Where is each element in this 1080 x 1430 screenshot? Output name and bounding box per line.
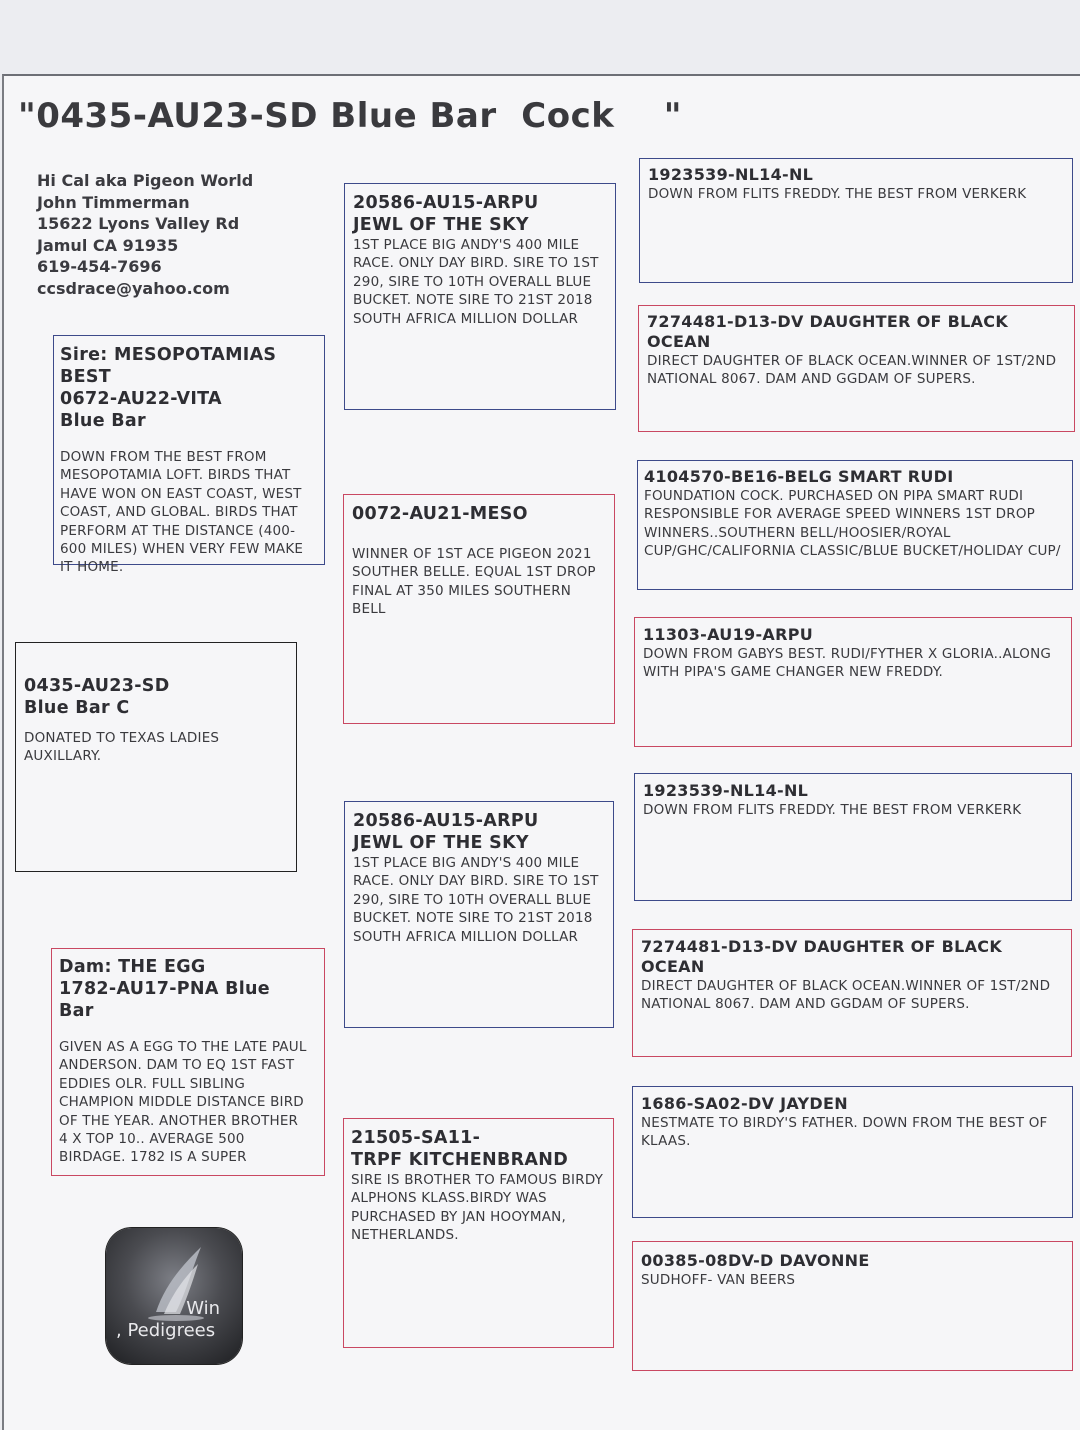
ggp-5-band: 1923539-NL14-NL	[643, 781, 809, 800]
ggp-7-band: 1686-SA02-DV JAYDEN	[641, 1094, 848, 1113]
ggp-5-notes: DOWN FROM FLITS FREDDY. THE BEST FROM VERKERK	[643, 802, 1022, 818]
contact-city: Jamul CA 91935	[37, 235, 179, 255]
granddam-2-name: TRPF KITCHENBRAND	[351, 1150, 569, 1170]
grandsire-1-box	[344, 183, 616, 410]
ggp-8-box	[632, 1241, 1073, 1371]
sire-title: Sire: MESOPOTAMIAS	[60, 345, 277, 365]
subject-box	[15, 642, 297, 872]
ggp-1-box	[639, 158, 1073, 283]
ggp-6-notes: DIRECT DAUGHTER OF BLACK OCEAN.WINNER OF 1ST/2ND NATIONAL 8067. DAM AND GGDAM OF SUPERS.	[641, 978, 1051, 1013]
ggp-4-box	[634, 617, 1072, 747]
ggp-2-band: 7274481-D13-DV DAUGHTER OF BLACK	[647, 312, 1009, 331]
dam-title: Dam: THE EGG	[59, 957, 206, 977]
granddam-1-box	[343, 494, 615, 724]
grandsire-2-name: JEWL OF THE SKY	[353, 833, 529, 853]
subject-band: 0435-AU23-SD	[24, 676, 170, 696]
contact-phone: 619-454-7696	[37, 257, 162, 276]
granddam-1-band: 0072-AU21-MESO	[352, 504, 528, 524]
subject-notes: DONATED TO TEXAS LADIES AUXILLARY.	[24, 730, 220, 765]
ggp-1-band: 1923539-NL14-NL	[648, 165, 814, 184]
ggp-5-box	[634, 773, 1072, 901]
contact-block	[37, 170, 253, 299]
ggp-1-notes: DOWN FROM FLITS FREDDY. THE BEST FROM VERKERK	[648, 186, 1027, 202]
ggp-6-band: 7274481-D13-DV DAUGHTER OF BLACK	[641, 937, 1003, 956]
ggp-4-band: 11303-AU19-ARPU	[643, 625, 814, 644]
dam-notes: GIVEN AS A EGG TO THE LATE PAUL ANDERSON. DAM TO EQ 1ST FAST EDDIES OLR. FULL SIBLING CHAMPION MIDDLE DISTANCE BIRD OF THE YEAR. ANOTHER BROTHER 4 X TOP 10.. AVERAGE 500 BIRDAGE. 1782 IS A SUPER	[59, 1039, 307, 1166]
sire-band: 0672-AU22-VITA	[60, 389, 222, 409]
ggp-3-box	[637, 460, 1073, 590]
dam-color: Bar	[59, 1001, 94, 1021]
contact-name: John Timmerman	[37, 192, 190, 212]
contact-email: ccsdrace@yahoo.com	[37, 278, 230, 298]
granddam-2-band: 21505-SA11-	[351, 1128, 481, 1148]
granddam-1-notes: WINNER OF 1ST ACE PIGEON 2021 SOUTHER BELLE. EQUAL 1ST DROP FINAL AT 350 MILES SOUTHERN BELL	[352, 546, 596, 618]
grandsire-2-notes: 1ST PLACE BIG ANDY'S 400 MILE RACE. ONLY DAY BIRD. SIRE TO 1ST 290, SIRE TO 10TH OVERALL BLUE BUCKET. NOTE SIRE TO 21ST 2018 SOUTH AFRICA MILLION DOLLAR	[353, 855, 599, 945]
page-title: "0435-AU23-SD Blue Bar Cock "	[18, 96, 682, 136]
granddam-2-notes: SIRE IS BROTHER TO FAMOUS BIRDY ALPHONS KLASS.BIRDY WAS PURCHASED BY JAN HOOYMAN, NETHERLANDS.	[351, 1172, 604, 1244]
ggp-3-band: 4104570-BE16-BELG SMART RUDI	[644, 467, 954, 486]
granddam-2-box	[343, 1118, 614, 1348]
sire-color: Blue Bar	[60, 411, 146, 431]
ggp-7-box	[632, 1086, 1073, 1218]
sire-title-2: BEST	[60, 367, 112, 387]
ggp-3-notes: FOUNDATION COCK. PURCHASED ON PIPA SMART RUDI RESPONSIBLE FOR AVERAGE SPEED WINNERS 1ST DROP WINNERS..SOUTHERN BELL/HOOSIER/ROYAL CUP/GHC/CALIFORNIA CLASSIC/BLUE BUCKET/HOLIDAY CUP/	[644, 488, 1061, 560]
sire-notes: DOWN FROM THE BEST FROM MESOPOTAMIA LOFT. BIRDS THAT HAVE WON ON EAST COAST, WEST COAST, AND GLOBAL. BIRDS THAT PERFORM AT THE DISTANCE (400-600 MILES) WHEN VERY FEW MAKE IT HOME.	[60, 449, 304, 576]
logo-word-win: Win	[186, 1298, 220, 1319]
logo-word-pedigrees: , Pedigrees	[116, 1320, 216, 1341]
ggp-8-band: 00385-08DV-D DAVONNE	[641, 1251, 870, 1270]
subject-color: Blue Bar C	[24, 698, 130, 718]
dam-band: 1782-AU17-PNA Blue	[59, 979, 270, 999]
ggp-6-box	[632, 929, 1072, 1057]
ggp-4-notes: DOWN FROM GABYS BEST. RUDI/FYTHER X GLORIA..ALONG WITH PIPA'S GAME CHANGER NEW FREDDY.	[643, 646, 1052, 681]
ggp-2-name: OCEAN	[647, 332, 711, 351]
grandsire-1-notes: 1ST PLACE BIG ANDY'S 400 MILE RACE. ONLY DAY BIRD. SIRE TO 1ST 290, SIRE TO 10TH OVERALL BLUE BUCKET. NOTE SIRE TO 21ST 2018 SOUTH AFRICA MILLION DOLLAR	[353, 237, 599, 327]
win-pedigrees-logo	[106, 1228, 242, 1364]
contact-street: 15622 Lyons Valley Rd	[37, 214, 240, 233]
sire-content	[60, 344, 318, 577]
grandsire-2-box	[344, 801, 614, 1028]
contact-greeting: Hi Cal aka Pigeon World	[37, 171, 254, 190]
grandsire-1-name: JEWL OF THE SKY	[353, 215, 529, 235]
ggp-2-box	[638, 305, 1075, 432]
ggp-8-notes: SUDHOFF- VAN BEERS	[641, 1272, 796, 1288]
ggp-2-notes: DIRECT DAUGHTER OF BLACK OCEAN.WINNER OF 1ST/2ND NATIONAL 8067. DAM AND GGDAM OF SUPERS.	[647, 353, 1057, 388]
dam-content	[59, 956, 311, 1167]
ggp-7-notes: NESTMATE TO BIRDY'S FATHER. DOWN FROM THE BEST OF KLAAS.	[641, 1115, 1048, 1150]
grandsire-2-band: 20586-AU15-ARPU	[353, 811, 539, 831]
grandsire-1-band: 20586-AU15-ARPU	[353, 193, 539, 213]
ggp-6-name: OCEAN	[641, 957, 705, 976]
